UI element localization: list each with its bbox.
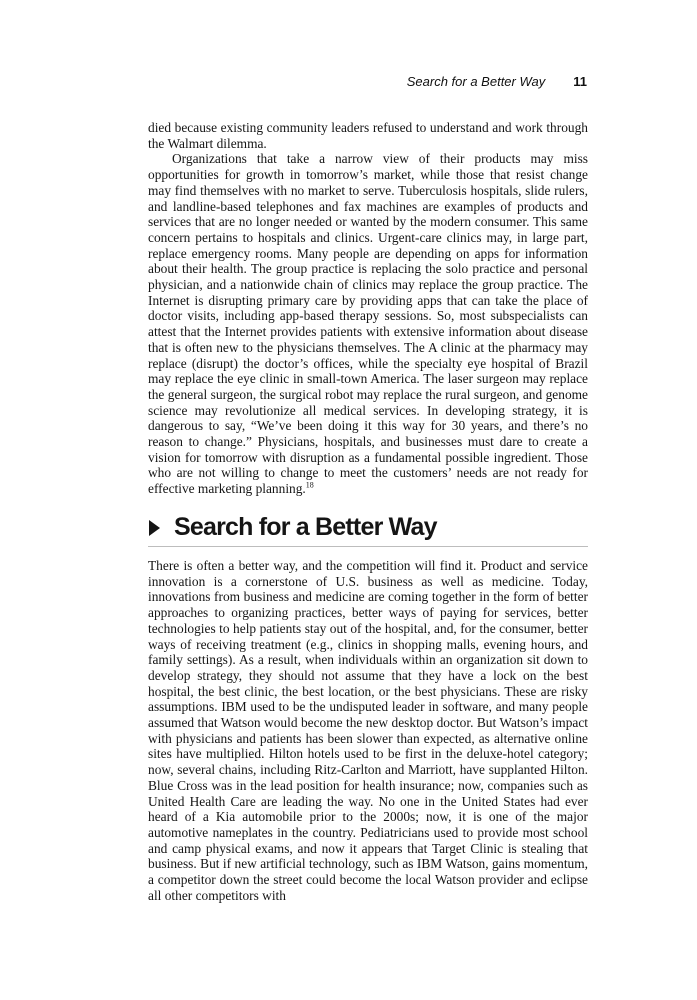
- page-number: 11: [573, 74, 587, 89]
- paragraph-organizations: [148, 151, 588, 496]
- paragraph-continued: died because existing community leaders refused to understand and work through the Walmart dilemma.: [148, 120, 588, 151]
- continued-text-block: [148, 120, 588, 497]
- section-text-block: [148, 558, 588, 903]
- running-title: Search for a Better Way: [406, 74, 546, 89]
- paragraph-organizations-text: Organizations that take a narrow view of their products may miss opportunities for growth in tomorrow’s market, while those that resist change may find themselves with no market to serve. Tuberculosis hospitals, slide rulers, and landline-based telephones and fax machines are examples of products and services that are no longer needed or wanted by the modern consumer. This same concern pertains to hospitals and clinics. Urgent-care clinics may, in large part, replace emergency rooms. Many people are depending on apps for information about their health. The group practice is replacing the solo practice and personal physician, and a nationwide chain of clinics may replace the group practice. The Internet is disrupting primary care by providing apps that can take the place of doctor visits, including app-based therapy sessions. So, most subspecialists can attest that the Internet provides patients with extensive information about disease that is often new to the physicians themselves. The A clinic at the pharmacy may replace (disrupt) the doctor’s offices, while the specialty eye hospital of Brazil may replace the eye clinic in small-town America. The laser surgeon may replace the general surgeon, the surgical robot may replace the rural surgeon, and genome science may revolutionize all medical services. In developing strategy, it is dangerous to say, “We’ve been doing it this way for 30 years, and there’s no reason to change.” Physicians, hospitals, and businesses must dare to create a vision for tomorrow with disruption as a fundamental possible ingredient. Those who are not willing to change to meet the customers’ needs are not ready for effective marketing planning.: [148, 151, 588, 497]
- footnote-reference: 18: [305, 480, 314, 490]
- section-title: Search for a Better Way: [174, 513, 437, 541]
- running-header: [407, 74, 587, 89]
- section-heading: [148, 513, 588, 547]
- triangle-bullet-icon: [149, 520, 160, 536]
- paragraph-better-way: There is often a better way, and the competition will find it. Product and service innovation is a cornerstone of U.S. business as well as medicine. Today, innovations from business and medicine are coming together in the form of better approaches to organizing practices, better ways of paying for services, better technologies to help patients stay out of the hospital, and, for the consumer, better ways of receiving treatment (e.g., clinics in shopping malls, evening hours, and family settings). As a result, when individuals within an organization sit down to develop strategy, they should not assume that they have a lock on the best hospital, the best clinic, the best location, or the best physicians. These are risky assumptions. IBM used to be the undisputed leader in software, and many people assumed that Watson would become the new desktop doctor. But Watson’s impact with physicians and patients has been slower than expected, as alternative online sites have multiplied. Hilton hotels used to be first in the deluxe-hotel category; now, several chains, including Ritz-Carlton and Marriott, have supplanted Hilton. Blue Cross was in the lead position for health insurance; now, companies such as United Health Care are leading the way. No one in the United States had ever heard of a Kia automobile prior to the 2000s; now, it is one of the major automotive nameplates in the country. Pediatricians used to provide most school and camp physical exams, and now it appears that Target Clinic is stealing that business. But if new artificial technology, such as IBM Watson, gains momentum, a competitor down the street could become the local Watson provider and eclipse all other competitors with: [148, 558, 588, 903]
